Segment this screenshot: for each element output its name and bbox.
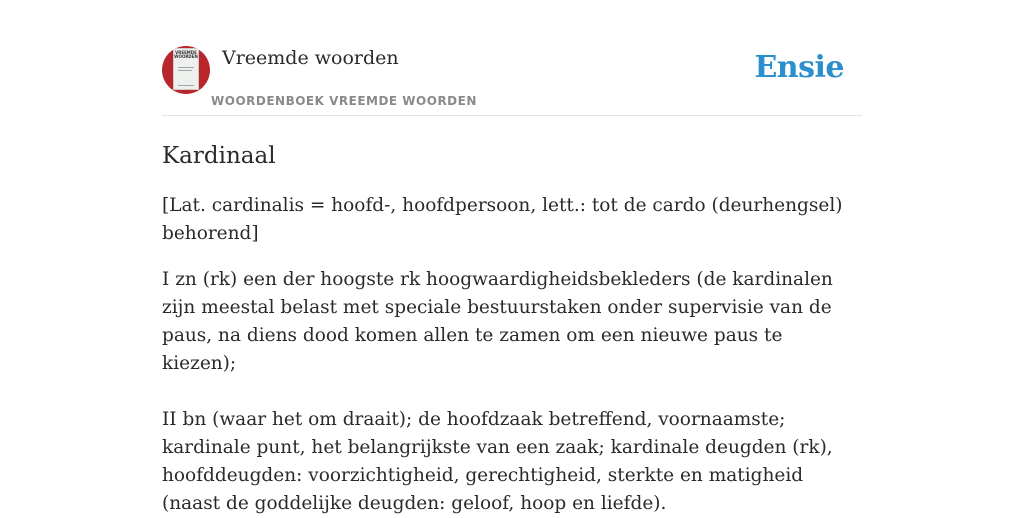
dictionary-subtitle: WOORDENBOEK VREEMDE WOORDEN xyxy=(211,94,477,108)
cover-page xyxy=(174,49,198,89)
entry-card xyxy=(162,44,862,518)
brand-logo[interactable]: Ensie xyxy=(754,50,844,85)
cover-line xyxy=(178,70,192,71)
dictionary-name[interactable]: Vreemde woorden xyxy=(222,47,399,69)
dictionary-header xyxy=(162,44,862,116)
entry-sense-1: I zn (rk) een der hoogste rk hoogwaardigheidsbekleders (de kardinalen zijn meestal belast met speciale bestuurstaken onder supervisie van de paus, na diens dood komen allen te zamen om een nieuwe paus te kiezen); xyxy=(162,269,833,374)
cover-line xyxy=(178,67,194,68)
cover-line xyxy=(178,85,194,86)
entry-sense-2: II bn (waar het om draait); de hoofdzaak betreffend, voornaamste; kardinale punt, het belangrijkste van een zaak; kardinale deugden (rk), hoofddeugden: voorzichtigheid, gerechtigheid, sterkte en matigheid (naast de goddelijke deugden: geloof, hoop en liefde). xyxy=(162,409,833,514)
book-cover-icon[interactable] xyxy=(162,46,210,94)
entry-etymology: [Lat. cardinalis = hoofd-, hoofdpersoon, lett.: tot de cardo (deurhengsel) behorend] xyxy=(162,195,843,244)
entry-term: Kardinaal xyxy=(162,143,276,169)
cover-title: VREEMDE WOORDEN xyxy=(174,50,198,59)
